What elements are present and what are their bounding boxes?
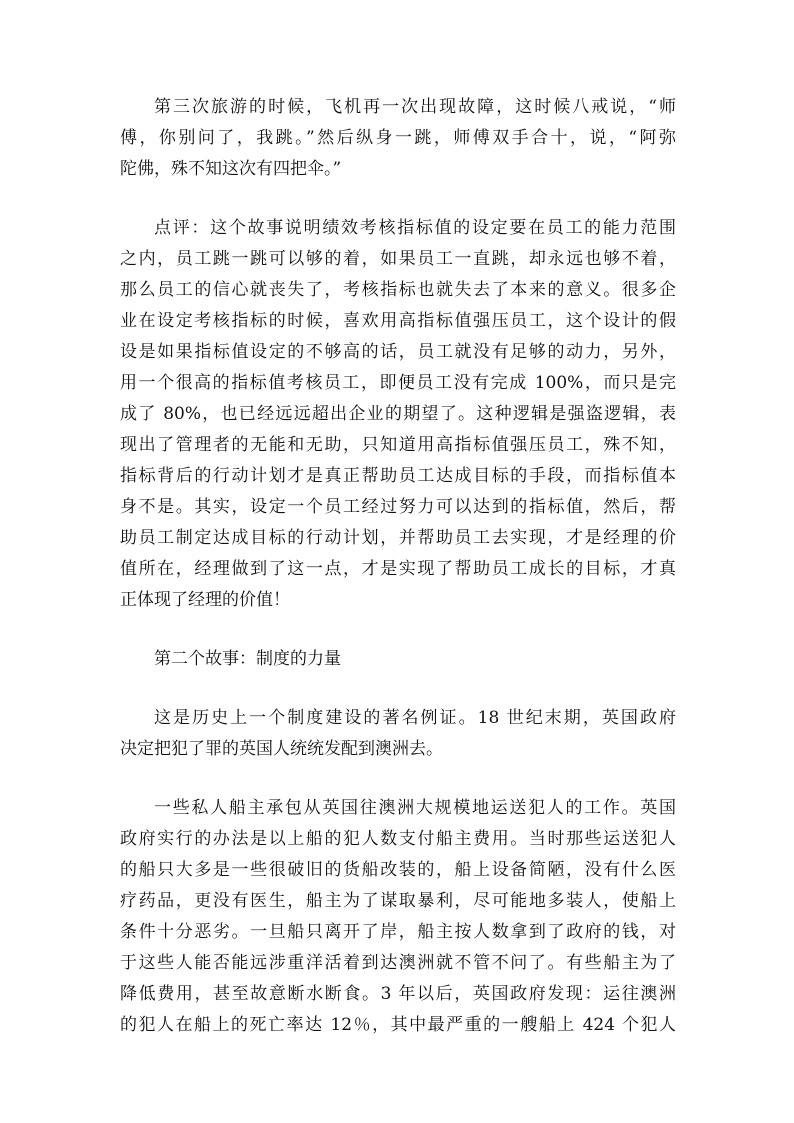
text-line: 那么员工的信心就丧失了，考核指标也就失去了本来的意义。很多企 [120, 280, 676, 300]
text-line: 这是历史上一个制度建设的著名例证。18 世纪末期，英国政府 [154, 708, 676, 728]
text-line: 业在设定考核指标的时候，喜欢用高指标值强压员工，这个设计的假 [120, 311, 676, 331]
text-line: 降低费用，甚至故意断水断食。3 年以后，英国政府发现：运往澳洲 [120, 984, 676, 1004]
text-line: 身不是。其实，设定一个员工经过努力可以达到的指标值，然后，帮 [120, 497, 676, 517]
text-line: 一些私人船主承包从英国往澳洲大规模地运送犯人的工作。英国 [154, 798, 676, 818]
text-line: 助员工制定达成目标的行动计划，并帮助员工去实现，才是经理的价 [120, 528, 676, 548]
text-line: 正体现了经理的价值！ [120, 590, 290, 610]
paragraph-story-two-intro [120, 703, 676, 765]
text-line: 的犯人在船上的死亡率达 12％，其中最严重的一艘船上 424 个犯人 [120, 1015, 676, 1035]
text-line: 的船只大多是一些很破旧的货船改装的，船上设备简陋，没有什么医 [120, 860, 676, 880]
paragraph-story-three-ending [120, 92, 676, 185]
text-line: 成了 80%，也已经远远超出企业的期望了。这种逻辑是强盗逻辑，表 [120, 404, 676, 424]
text-line: 决定把犯了罪的英国人统统发配到澳洲去。 [120, 739, 443, 759]
text-line: 设是如果指标值设定的不够高的话，员工就没有足够的动力，另外， [120, 342, 676, 362]
text-line: 第三次旅游的时候，飞机再一次出现故障，这时候八戒说，“师 [154, 97, 676, 117]
text-line: 傅，你别问了，我跳。”然后纵身一跳，师傅双手合十，说，“阿弥 [120, 128, 676, 148]
text-line: 之内，员工跳一跳可以够的着，如果员工一直跳，却永远也够不着， [120, 249, 676, 269]
text-line: 现出了管理者的无能和无助，只知道用高指标值强压员工，殊不知， [120, 435, 676, 455]
document-page [120, 92, 676, 1069]
paragraph-story-two-body [120, 793, 676, 1041]
text-line: 疗药品，更没有医生，船主为了谋取暴利，尽可能地多装人，使船上 [120, 891, 676, 911]
text-line: 陀佛，殊不知这次有四把伞。” [120, 159, 342, 179]
section-heading: 第二个故事：制度的力量 [154, 649, 341, 669]
text-line: 政府实行的办法是以上船的犯人数支付船主费用。当时那些运送犯人 [120, 829, 676, 849]
section-heading-story-two [120, 644, 676, 675]
text-line: 值所在，经理做到了这一点，才是实现了帮助员工成长的目标，才真 [120, 559, 676, 579]
paragraph-commentary [120, 213, 676, 616]
text-line: 条件十分恶劣。一旦船只离开了岸，船主按人数拿到了政府的钱，对 [120, 922, 676, 942]
text-line: 指标背后的行动计划才是真正帮助员工达成目标的手段，而指标值本 [120, 466, 676, 486]
text-line: 用一个很高的指标值考核员工，即便员工没有完成 100%，而只是完 [120, 373, 676, 393]
text-line: 点评：这个故事说明绩效考核指标值的设定要在员工的能力范围 [154, 218, 676, 238]
text-line: 于这些人能否能远涉重洋活着到达澳洲就不管不问了。有些船主为了 [120, 953, 676, 973]
